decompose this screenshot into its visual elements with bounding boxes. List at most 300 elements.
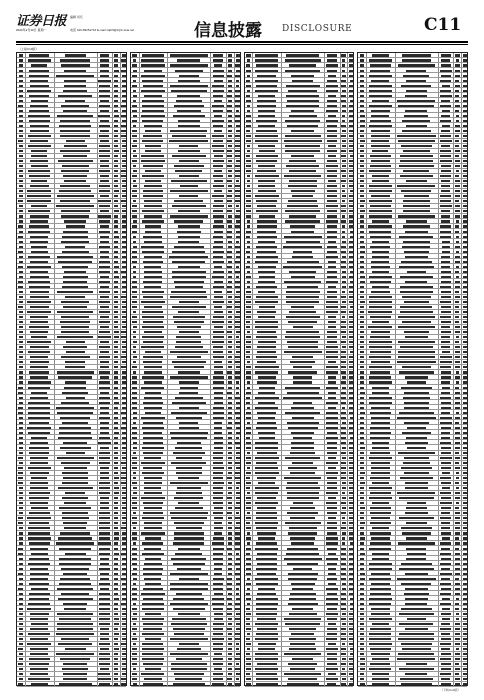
table-cell	[341, 402, 346, 404]
table-cell	[360, 442, 364, 444]
table-cell	[369, 306, 392, 308]
table-cell	[122, 613, 126, 615]
table-cell	[235, 115, 239, 117]
table-cell	[228, 387, 232, 389]
table-cell	[61, 568, 88, 570]
table-cell	[369, 603, 391, 605]
table-cell	[132, 507, 136, 509]
table-cell	[56, 75, 94, 77]
table-cell	[246, 618, 250, 620]
table-cell	[349, 175, 353, 177]
table-cell	[173, 628, 205, 630]
table-cell	[132, 588, 136, 590]
table-cell	[456, 276, 460, 278]
table-cell	[328, 673, 337, 675]
table-cell	[441, 341, 450, 343]
table-cell	[29, 452, 49, 454]
table-cell	[227, 678, 232, 680]
table-cell	[64, 220, 87, 222]
table-cell	[350, 236, 353, 238]
table-cell	[143, 296, 163, 298]
table-cell	[341, 653, 345, 655]
table-cell	[255, 261, 278, 263]
table-cell	[132, 376, 137, 378]
table-cell	[463, 578, 467, 580]
table-cell	[327, 522, 338, 524]
table-cell	[236, 381, 240, 383]
table-cell	[441, 683, 451, 685]
table-cell	[360, 512, 364, 514]
table-cell	[236, 407, 240, 409]
table-cell	[405, 487, 428, 489]
table-cell	[100, 70, 108, 72]
table-cell	[141, 497, 165, 499]
table-cell	[246, 548, 250, 550]
table-cell	[236, 417, 240, 419]
table-cell	[290, 517, 315, 519]
table-cell	[342, 487, 346, 489]
table-cell	[441, 100, 450, 102]
table-cell	[456, 613, 459, 615]
table-cell	[236, 392, 239, 394]
table-cell	[99, 608, 110, 610]
table-cell	[289, 527, 317, 529]
table-cell	[170, 583, 208, 585]
table-cell	[65, 381, 86, 383]
table-cell	[19, 160, 23, 162]
table-cell	[349, 633, 353, 635]
table-cell	[132, 673, 137, 675]
table-cell	[284, 653, 321, 655]
table-cell	[227, 210, 232, 212]
table-cell	[144, 215, 162, 217]
table-cell	[441, 407, 451, 409]
table-cell	[327, 130, 338, 132]
table-cell	[60, 532, 90, 534]
table-cell	[214, 563, 223, 565]
table-cell	[463, 668, 467, 670]
table-cell	[463, 442, 468, 444]
table-cell	[227, 613, 232, 615]
table-cell	[291, 276, 315, 278]
table-cell	[327, 608, 336, 610]
table-cell	[255, 80, 279, 82]
table-cell	[247, 492, 251, 494]
table-cell	[441, 326, 450, 328]
table-cell	[61, 462, 90, 464]
table-cell	[341, 558, 345, 560]
table-cell	[360, 366, 365, 368]
table-cell	[99, 231, 111, 233]
table-cell	[19, 643, 23, 645]
table-cell	[99, 683, 110, 685]
table-cell	[18, 236, 23, 238]
table-cell	[327, 548, 337, 550]
table-cell	[236, 578, 240, 580]
table-cell	[235, 537, 240, 539]
table-cell	[257, 236, 277, 238]
table-cell	[360, 341, 365, 343]
table-cell	[27, 200, 50, 202]
table-cell	[228, 59, 232, 61]
table-cell	[100, 306, 109, 308]
table-cell	[326, 472, 337, 474]
table-cell	[214, 64, 222, 66]
table-cell	[327, 190, 338, 192]
table-cell	[132, 366, 137, 368]
table-cell	[370, 120, 391, 122]
table-cell	[360, 573, 365, 575]
table-cell	[18, 392, 23, 394]
table-cell	[28, 563, 51, 565]
table-cell	[100, 558, 108, 560]
table-cell	[371, 140, 389, 142]
table-cell	[256, 210, 278, 212]
table-cell	[455, 548, 459, 550]
table-cell	[441, 532, 451, 534]
table-cell	[114, 633, 119, 635]
table-cell	[341, 361, 346, 363]
table-cell	[463, 236, 468, 238]
table-cell	[133, 90, 137, 92]
table-cell	[246, 522, 250, 524]
table-cell	[121, 125, 126, 127]
table-cell	[114, 225, 118, 227]
table-cell	[60, 321, 91, 323]
table-cell	[228, 472, 232, 474]
table-cell	[360, 190, 364, 192]
table-cell	[114, 402, 119, 404]
table-cell	[212, 105, 224, 107]
table-cell	[214, 371, 223, 373]
table-cell	[227, 286, 232, 288]
table-cell	[18, 407, 23, 409]
table-cell	[19, 593, 23, 595]
table-cell	[235, 75, 239, 77]
continued-note: （下转C12版）	[440, 688, 461, 692]
table-cell	[142, 316, 163, 318]
table-cell	[370, 427, 390, 429]
table-cell	[400, 286, 434, 288]
table-cell	[214, 437, 223, 439]
table-cell	[407, 381, 426, 383]
table-cell	[349, 266, 354, 268]
table-cell	[407, 427, 426, 429]
table-cell	[360, 195, 363, 197]
table-cell	[31, 246, 47, 248]
table-cell	[179, 407, 199, 409]
table-cell	[360, 271, 364, 273]
table-cell	[132, 291, 136, 293]
table-cell	[360, 613, 365, 615]
table-cell	[463, 120, 466, 122]
table-cell	[349, 256, 353, 258]
table-cell	[144, 241, 161, 243]
table-cell	[441, 653, 451, 655]
table-cell	[179, 175, 199, 177]
table-cell	[342, 316, 346, 318]
table-cell	[440, 603, 451, 605]
table-cell	[122, 623, 126, 625]
table-cell	[100, 286, 109, 288]
table-cell	[341, 251, 345, 253]
table-cell	[258, 376, 276, 378]
table-cell	[66, 341, 85, 343]
table-cell	[246, 80, 250, 82]
table-cell	[455, 653, 460, 655]
table-cell	[463, 291, 467, 293]
table-cell	[29, 120, 50, 122]
table-cell	[285, 135, 321, 137]
table-cell	[59, 507, 92, 509]
table-cell	[212, 135, 224, 137]
table-cell	[360, 185, 363, 187]
table-cell	[440, 356, 452, 358]
table-cell	[349, 442, 354, 444]
table-cell	[326, 502, 337, 504]
table-cell	[213, 331, 224, 333]
table-cell	[369, 59, 392, 61]
table-cell	[60, 120, 90, 122]
table-cell	[371, 583, 390, 585]
table-cell	[114, 573, 118, 575]
table-cell	[114, 190, 119, 192]
table-cell	[174, 532, 204, 534]
table-cell	[247, 59, 251, 61]
table-cell	[349, 145, 353, 147]
table-cell	[290, 507, 314, 509]
table-cell	[214, 532, 222, 534]
table-cell	[177, 59, 200, 61]
table-cell	[246, 437, 250, 439]
table-cell	[213, 165, 223, 167]
table-cell	[440, 457, 452, 459]
table-cell	[114, 553, 119, 555]
table-cell	[463, 90, 468, 92]
table-cell	[30, 316, 47, 318]
table-cell	[403, 225, 431, 227]
table-cell	[247, 150, 251, 152]
table-cell	[349, 371, 353, 373]
table-cell	[99, 583, 111, 585]
table-cell	[327, 296, 337, 298]
table-cell	[213, 623, 224, 625]
table-cell	[342, 336, 346, 338]
table-cell	[407, 447, 426, 449]
table-cell	[122, 467, 126, 469]
table-cell	[342, 185, 345, 187]
table-cell	[122, 180, 126, 182]
table-cell	[144, 548, 161, 550]
table-cell	[293, 376, 313, 378]
table-cell	[246, 658, 251, 660]
table-cell	[142, 110, 164, 112]
table-cell	[405, 603, 427, 605]
table-cell	[235, 301, 240, 303]
table-cell	[236, 497, 240, 499]
table-cell	[114, 175, 118, 177]
table-cell	[360, 70, 365, 72]
table-cell	[228, 558, 232, 560]
table-cell	[114, 497, 118, 499]
table-cell	[212, 598, 224, 600]
table-cell	[114, 326, 119, 328]
table-cell	[349, 623, 353, 625]
table-cell	[228, 346, 231, 348]
table-cell	[19, 447, 23, 449]
table-cell	[255, 90, 278, 92]
table-cell	[227, 220, 232, 222]
table-cell	[463, 522, 468, 524]
table-cell	[235, 668, 239, 670]
table-cell	[144, 276, 162, 278]
table-cell	[121, 70, 126, 72]
table-cell	[292, 417, 314, 419]
table-cell	[349, 336, 353, 338]
table-cell	[19, 70, 23, 72]
table-cell	[360, 482, 365, 484]
table-cell	[455, 155, 459, 157]
table-cell	[18, 683, 23, 685]
table-cell	[18, 588, 23, 590]
table-cell	[369, 276, 392, 278]
table-cell	[133, 236, 136, 238]
table-cell	[350, 417, 354, 419]
table-cell	[287, 482, 318, 484]
table-cell	[59, 683, 92, 685]
table-cell	[121, 643, 126, 645]
table-cell	[144, 678, 162, 680]
table-cell	[342, 588, 346, 590]
table-cell	[227, 578, 232, 580]
table-cell	[114, 643, 118, 645]
table-cell	[98, 115, 110, 117]
table-cell	[236, 653, 240, 655]
table-cell	[114, 472, 118, 474]
table-cell	[30, 321, 48, 323]
table-cell	[247, 633, 251, 635]
table-cell	[360, 537, 365, 539]
table-cell	[342, 407, 346, 409]
table-cell	[246, 376, 250, 378]
table-cell	[133, 271, 137, 273]
table-cell	[246, 568, 250, 570]
table-cell	[440, 140, 452, 142]
table-cell	[228, 432, 232, 434]
table-cell	[326, 301, 337, 303]
table-cell	[28, 417, 50, 419]
table-cell	[58, 95, 92, 97]
table-cell	[99, 125, 110, 127]
table-cell	[122, 507, 126, 509]
table-cell	[287, 100, 319, 102]
table-cell	[178, 311, 199, 313]
table-cell	[30, 356, 48, 358]
table-cell	[342, 583, 346, 585]
table-cell	[463, 452, 467, 454]
table-cell	[402, 432, 432, 434]
table-cell	[255, 135, 278, 137]
table-cell	[463, 205, 467, 207]
table-cell	[99, 517, 109, 519]
table-cell	[213, 588, 223, 590]
table-cell	[256, 296, 278, 298]
table-cell	[19, 507, 23, 509]
table-cell	[213, 407, 224, 409]
table-cell	[214, 653, 222, 655]
table-cell	[58, 437, 92, 439]
table-cell	[141, 75, 165, 77]
table-cell	[327, 563, 337, 565]
table-cell	[179, 578, 199, 580]
table-cell	[405, 673, 427, 675]
table-cell	[349, 432, 353, 434]
table-cell	[213, 110, 223, 112]
table-cell	[440, 422, 452, 424]
table-cell	[145, 130, 161, 132]
table-cell	[405, 256, 429, 258]
table-cell	[441, 346, 450, 348]
table-cell	[114, 346, 118, 348]
table-cell	[228, 517, 232, 519]
table-cell	[214, 170, 222, 172]
table-cell	[122, 573, 126, 575]
table-cell	[114, 296, 118, 298]
table-cell	[19, 336, 23, 338]
table-cell	[440, 150, 451, 152]
table-cell	[62, 517, 89, 519]
table-cell	[172, 261, 205, 263]
table-cell	[236, 502, 240, 504]
table-cell	[177, 231, 201, 233]
table-cell	[114, 442, 117, 444]
table-cell	[213, 376, 224, 378]
table-cell	[463, 346, 467, 348]
table-cell	[360, 64, 364, 66]
table-cell	[404, 251, 429, 253]
table-cell	[349, 326, 353, 328]
table-cell	[349, 140, 353, 142]
table-cell	[132, 437, 137, 439]
table-cell	[349, 376, 353, 378]
table-cell	[142, 618, 164, 620]
table-cell	[456, 487, 460, 489]
table-cell	[132, 593, 137, 595]
table-cell	[100, 578, 108, 580]
table-cell	[360, 220, 365, 222]
table-cell	[360, 371, 364, 373]
table-cell	[61, 593, 88, 595]
table-cell	[327, 195, 336, 197]
table-cell	[132, 301, 137, 303]
table-cell	[349, 683, 354, 685]
table-cell	[99, 301, 111, 303]
table-cell	[360, 246, 365, 248]
table-cell	[114, 427, 118, 429]
table-cell	[360, 210, 365, 212]
table-cell	[247, 225, 250, 227]
table-cell	[133, 412, 137, 414]
table-cell	[290, 472, 315, 474]
table-cell	[236, 558, 240, 560]
table-cell	[256, 568, 277, 570]
table-cell	[289, 180, 317, 182]
table-cell	[342, 225, 345, 227]
table-cell	[326, 90, 337, 92]
table-cell	[246, 165, 251, 167]
table-cell	[173, 683, 205, 685]
table-cell	[257, 477, 276, 479]
